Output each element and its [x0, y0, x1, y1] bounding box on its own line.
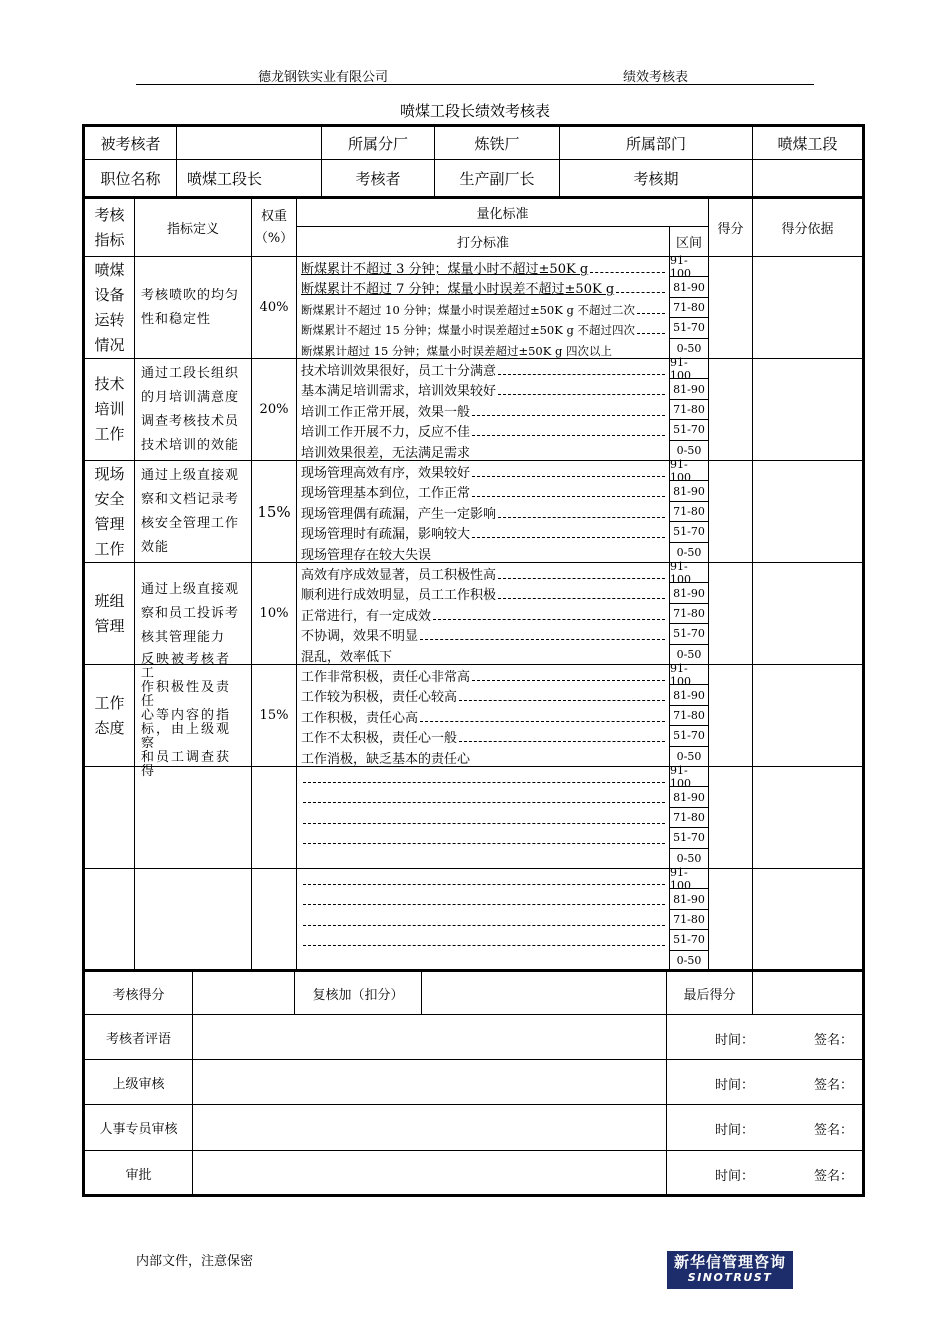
range-cell: 51-70 — [670, 624, 709, 644]
criteria-text: 培训效果很差，无法满足需求 — [301, 445, 471, 461]
basis-field[interactable] — [753, 257, 862, 359]
criteria-row — [297, 869, 669, 889]
indicator-name-line: 现场 — [94, 464, 125, 483]
criteria-row — [297, 645, 669, 665]
range-cell: 71-80 — [670, 706, 709, 726]
criteria-text: 正常进行，有一定成效 — [301, 608, 432, 624]
signature-row-label: 人事专员审核 — [85, 1105, 193, 1150]
col-indicator-line2: 指标 — [94, 230, 125, 249]
col-quant-header: 量化标准 — [297, 199, 709, 227]
criteria-row — [297, 685, 669, 705]
range-cell: 71-80 — [670, 808, 709, 828]
indicator-name-line: 安全 — [94, 489, 125, 508]
indicator-definition-line: 察和文档记录考 — [141, 491, 240, 507]
criteria-blank-line — [459, 694, 665, 701]
signature-row-label: 审批 — [85, 1151, 193, 1196]
criteria-row — [297, 461, 669, 481]
criteria-row — [297, 522, 669, 542]
criteria-row — [297, 624, 669, 644]
indicator-name-cell — [85, 359, 135, 461]
range-cell: 51-70 — [670, 420, 709, 440]
range-cell: 71-80 — [670, 298, 709, 318]
score-field[interactable] — [709, 461, 753, 563]
indicator-weight: 15% — [257, 502, 291, 521]
indicator-name-line: 工作 — [94, 425, 125, 443]
criteria-row — [297, 910, 669, 930]
dept-label: 所属部门 — [560, 127, 753, 160]
time-sign-cell[interactable] — [667, 1151, 862, 1196]
criteria-row — [297, 583, 669, 603]
criteria-column — [297, 665, 670, 767]
criteria-blank-line — [303, 817, 665, 824]
criteria-blank-line — [459, 735, 665, 742]
criteria-row — [297, 706, 669, 726]
range-cell: 0-50 — [670, 543, 709, 563]
range-cell: 81-90 — [670, 277, 709, 297]
indicator-name-line: 态度 — [94, 718, 125, 737]
indicator-weight: 10% — [259, 606, 289, 621]
criteria-blank-line — [303, 919, 665, 926]
col-range-header: 区间 — [670, 227, 709, 257]
criteria-blank-line — [498, 572, 665, 579]
indicator-name-cell — [85, 461, 135, 563]
criteria-text: 现场管理高效有序，效果较好 — [301, 466, 471, 481]
criteria-row — [297, 563, 669, 583]
criteria-blank-line — [472, 409, 665, 416]
criteria-text: 现场管理时有疏漏，影响较大 — [301, 527, 471, 543]
criteria-row — [297, 379, 669, 399]
criteria-row — [297, 726, 669, 746]
assessee-field[interactable] — [177, 127, 322, 160]
indicator-name-line: 管理 — [94, 514, 125, 533]
criteria-row — [297, 889, 669, 909]
criteria-row — [297, 400, 669, 420]
range-cell: 0-50 — [670, 645, 709, 665]
indicator-weight-cell — [252, 665, 297, 767]
criteria-row — [297, 420, 669, 440]
indicator-weight-cell — [252, 257, 297, 359]
time-sign-cell[interactable] — [667, 1060, 862, 1105]
criteria-row — [297, 277, 669, 297]
indicator-weight-cell — [252, 359, 297, 461]
score-field[interactable] — [193, 972, 295, 1015]
indicator-weight-cell — [252, 767, 297, 869]
criteria-blank-line — [498, 368, 665, 375]
range-cell: 51-70 — [670, 522, 709, 542]
comment-field[interactable] — [193, 1105, 667, 1150]
col-indicator-header — [85, 199, 135, 257]
position-field[interactable]: 喷煤工段长 — [177, 160, 322, 197]
criteria-blank-line — [303, 837, 665, 844]
indicator-definition-line: 反映被考核者工 — [141, 651, 232, 681]
col-weight-line2: （%） — [254, 230, 294, 246]
period-label: 考核期 — [560, 160, 753, 197]
criteria-row — [297, 767, 669, 787]
score-field[interactable] — [709, 665, 753, 767]
criteria-text: 工作较为积极，责任心较高 — [301, 690, 458, 706]
criteria-text: 顺利进行成效明显，员工工作积极 — [301, 588, 497, 604]
indicator-weight: 40% — [259, 300, 289, 315]
criteria-row — [297, 849, 669, 869]
col-scoring-header: 打分标准 — [297, 227, 670, 257]
assessor-field[interactable]: 生产副厂长 — [435, 160, 560, 197]
header-company: 德龙钢铁实业有限公司 — [258, 70, 389, 85]
time-sign-cell[interactable] — [667, 1015, 862, 1060]
criteria-blank-line — [303, 796, 665, 803]
criteria-blank-line — [303, 939, 665, 946]
col-score-header: 得分 — [709, 199, 753, 257]
indicator-name-cell — [85, 869, 135, 971]
indicator-definition-line: 作积极性及责任 — [141, 679, 232, 709]
criteria-row — [297, 604, 669, 624]
criteria-text: 高效有序成效显著，员工积极性高 — [301, 568, 497, 583]
criteria-text: 工作积极，责任心高 — [301, 710, 419, 726]
criteria-blank-line — [498, 511, 665, 518]
range-cell: 0-50 — [670, 339, 709, 359]
indicator-definition-line: 标，由上级观察 — [141, 721, 232, 751]
criteria-text: 基本满足培训需求，培训效果较好 — [301, 384, 497, 400]
range-cell: 71-80 — [670, 502, 709, 522]
criteria-blank-line — [303, 878, 665, 885]
range-cell: 81-90 — [670, 787, 709, 807]
criteria-blank-line — [303, 776, 665, 783]
indicator-weight: 20% — [259, 402, 289, 417]
indicator-definition-line: 考核喷吹的均匀 — [141, 287, 240, 303]
indicator-name-cell — [85, 257, 135, 359]
criteria-text: 断煤累计不超过 7 分钟；煤量小时误差不超过±50K g — [301, 282, 615, 298]
range-cell: 0-50 — [670, 441, 709, 461]
score-field[interactable] — [709, 359, 753, 461]
position-label: 职位名称 — [85, 160, 177, 197]
basis-field[interactable] — [753, 767, 862, 869]
comment-field[interactable] — [193, 1151, 667, 1196]
basis-field[interactable] — [753, 665, 862, 767]
range-cell: 91-100 — [670, 767, 709, 787]
indicator-definition-line: 心等内容的指 — [141, 707, 232, 723]
basis-field[interactable] — [753, 563, 862, 665]
score-field[interactable] — [709, 257, 753, 359]
final-label: 最后得分 — [667, 972, 753, 1015]
indicator-definition-line: 通过工段长组织 — [141, 365, 240, 381]
criteria-text: 技术培训效果很好，员工十分满意 — [301, 364, 497, 379]
range-cell: 51-70 — [670, 726, 709, 746]
range-cell: 91-100 — [670, 563, 709, 583]
header-doc-type: 绩效考核表 — [623, 70, 689, 85]
indicator-name-line: 班组 — [94, 591, 125, 610]
indicator-definition-cell — [135, 359, 252, 461]
indicator-definition-cell — [135, 461, 252, 563]
review-label: 复核加（扣分） — [295, 972, 422, 1015]
range-cell: 91-100 — [670, 359, 709, 379]
criteria-text: 断煤累计不超过 10 分钟；煤量小时误差超过±50K g 不超过二次 — [301, 302, 635, 317]
criteria-column — [297, 359, 670, 461]
logo-en-text: SINOTRUST — [687, 1271, 773, 1284]
sign-label: 签名： — [814, 1168, 854, 1184]
criteria-row — [297, 339, 669, 359]
time-label: 时间： — [715, 1123, 755, 1139]
score-field[interactable] — [709, 767, 753, 869]
score-label: 考核得分 — [85, 972, 193, 1015]
range-cell: 51-70 — [670, 828, 709, 848]
criteria-text: 工作非常积极，责任心非常高 — [301, 670, 471, 685]
time-label: 时间： — [715, 1078, 755, 1094]
dept-field[interactable]: 喷煤工段 — [753, 127, 862, 160]
indicator-name-line: 运转 — [94, 310, 125, 329]
range-cell: 71-80 — [670, 604, 709, 624]
criteria-row — [297, 441, 669, 461]
indicator-weight: 15% — [259, 708, 289, 723]
criteria-text: 工作消极，缺乏基本的责任心 — [301, 751, 471, 767]
criteria-row — [297, 359, 669, 379]
indicator-name-line: 情况 — [94, 335, 125, 354]
criteria-row — [297, 930, 669, 950]
indicator-name-line: 工作 — [94, 693, 125, 712]
footer-note: 内部文件，注意保密 — [136, 1254, 254, 1269]
col-indicator-line1: 考核 — [94, 205, 125, 224]
range-cell: 91-100 — [670, 257, 709, 277]
range-cell: 0-50 — [670, 951, 709, 971]
indicator-name-cell — [85, 665, 135, 767]
range-cell: 81-90 — [670, 481, 709, 501]
indicator-name-line: 喷煤 — [94, 260, 125, 279]
final-field[interactable] — [753, 972, 862, 1015]
criteria-row — [297, 787, 669, 807]
indicator-weight-cell — [252, 563, 297, 665]
criteria-column — [297, 563, 670, 665]
basis-field[interactable] — [753, 461, 862, 563]
criteria-text: 断煤累计不超过 15 分钟；煤量小时误差超过±50K g 不超过四次 — [301, 323, 635, 338]
criteria-text: 混乱，效率低下 — [301, 649, 393, 665]
col-weight-line1: 权重 — [260, 208, 287, 224]
criteria-text: 现场管理存在较大失误 — [301, 547, 432, 563]
assessor-label: 考核者 — [322, 160, 435, 197]
indicator-definition-cell — [135, 651, 252, 779]
indicator-definition-line: 核安全管理工作 — [141, 515, 240, 531]
criteria-text: 培训工作开展不力，反应不佳 — [301, 425, 471, 441]
criteria-row — [297, 318, 669, 338]
signature-row-label: 上级审核 — [85, 1060, 193, 1105]
time-label: 时间： — [715, 1168, 755, 1184]
criteria-blank-line — [472, 490, 665, 497]
sinotrust-logo — [667, 1251, 793, 1289]
criteria-blank-line — [420, 715, 665, 722]
sign-label: 签名： — [814, 1033, 854, 1048]
criteria-row — [297, 808, 669, 828]
range-cell: 81-90 — [670, 379, 709, 399]
branch-label: 所属分厂 — [322, 127, 435, 160]
comment-field[interactable] — [193, 1060, 667, 1105]
criteria-blank-line — [303, 898, 665, 905]
review-field[interactable] — [422, 972, 667, 1015]
criteria-row — [297, 543, 669, 563]
criteria-blank-line — [433, 613, 665, 620]
indicator-definition-cell — [135, 563, 252, 665]
header-rule — [136, 84, 814, 85]
indicator-name-line: 设备 — [94, 285, 125, 304]
indicator-definition-cell — [135, 257, 252, 359]
time-label: 时间： — [715, 1033, 755, 1048]
range-cell: 81-90 — [670, 583, 709, 603]
indicator-definition-cell — [135, 767, 252, 869]
score-field[interactable] — [709, 869, 753, 971]
score-field[interactable] — [709, 563, 753, 665]
indicator-name-line: 培训 — [94, 400, 125, 418]
indicator-definition-line: 察和员工投诉考 — [141, 605, 240, 621]
criteria-blank-line — [498, 592, 665, 599]
logo-cn-text: 新华信管理咨询 — [673, 1253, 786, 1271]
range-cell: 91-100 — [670, 869, 709, 889]
indicator-definition-line: 通过上级直接观 — [141, 581, 240, 597]
criteria-column — [297, 767, 670, 869]
range-cell: 81-90 — [670, 889, 709, 909]
criteria-blank-line — [472, 531, 665, 538]
indicator-definition-line: 效能 — [141, 539, 170, 555]
range-cell: 91-100 — [670, 665, 709, 685]
criteria-row — [297, 298, 669, 318]
criteria-blank-line — [420, 633, 665, 640]
criteria-row — [297, 502, 669, 522]
criteria-blank-line — [637, 307, 665, 314]
indicator-name-cell — [85, 767, 135, 869]
criteria-row — [297, 481, 669, 501]
criteria-blank-line — [472, 674, 665, 681]
criteria-column — [297, 257, 670, 359]
criteria-blank-line — [590, 266, 665, 273]
indicator-definition-line: 核其管理能力 — [141, 629, 226, 645]
col-basis-header: 得分依据 — [753, 199, 862, 257]
indicator-definition-line: 调查考核技术员 — [141, 413, 240, 429]
comment-field[interactable] — [193, 1015, 667, 1060]
time-sign-cell[interactable] — [667, 1105, 862, 1150]
range-cell: 51-70 — [670, 930, 709, 950]
criteria-blank-line — [616, 286, 665, 293]
criteria-row — [297, 257, 669, 277]
range-cell: 91-100 — [670, 461, 709, 481]
indicator-definition-line: 技术培训的效能 — [141, 437, 240, 453]
criteria-blank-line — [498, 388, 665, 395]
criteria-row — [297, 951, 669, 971]
criteria-column — [297, 869, 670, 971]
criteria-text: 断煤累计不超过 3 分钟；煤量小时不超过±50K g — [301, 262, 589, 277]
criteria-row — [297, 828, 669, 848]
criteria-text: 工作不太积极，责任心一般 — [301, 731, 458, 747]
criteria-text: 培训工作正常开展，效果一般 — [301, 404, 471, 420]
range-cell: 0-50 — [670, 747, 709, 767]
range-cell: 51-70 — [670, 318, 709, 338]
criteria-blank-line — [637, 327, 665, 334]
indicator-definition-line: 和员工调查获得 — [141, 749, 232, 779]
indicator-name-line: 管理 — [94, 616, 125, 635]
indicator-name-cell — [85, 563, 135, 665]
criteria-row — [297, 747, 669, 767]
range-cell: 81-90 — [670, 685, 709, 705]
indicator-definition-line: 性和稳定性 — [141, 311, 212, 327]
range-cell: 71-80 — [670, 400, 709, 420]
indicator-name-line: 技术 — [94, 375, 125, 393]
criteria-blank-line — [472, 429, 665, 436]
sign-label: 签名： — [814, 1123, 854, 1139]
indicator-weight-cell — [252, 461, 297, 563]
indicator-name-line: 工作 — [94, 539, 125, 558]
criteria-text: 不协调，效果不明显 — [301, 629, 419, 645]
criteria-blank-line — [472, 470, 665, 477]
basis-field[interactable] — [753, 869, 862, 971]
indicator-definition-line: 通过上级直接观 — [141, 467, 240, 483]
branch-field[interactable]: 炼铁厂 — [435, 127, 560, 160]
basis-field[interactable] — [753, 359, 862, 461]
col-definition-header: 指标定义 — [135, 199, 252, 257]
indicator-weight-cell — [252, 869, 297, 971]
indicator-definition-line: 的月培训满意度 — [141, 389, 240, 405]
range-cell: 0-50 — [670, 849, 709, 869]
criteria-text: 现场管理基本到位，工作正常 — [301, 486, 471, 502]
assessee-label: 被考核者 — [85, 127, 177, 160]
assessment-form — [82, 124, 865, 1197]
indicator-definition-cell — [135, 869, 252, 971]
period-field[interactable] — [753, 160, 862, 197]
criteria-text: 断煤累计超过 15 分钟；煤量小时误差超过±50K g 四次以上 — [301, 343, 612, 358]
page-title: 喷煤工段长绩效考核表 — [399, 102, 550, 120]
signature-row-label: 考核者评语 — [85, 1015, 193, 1060]
col-weight-header — [252, 199, 297, 257]
criteria-column — [297, 461, 670, 563]
sign-label: 签名： — [814, 1078, 854, 1094]
criteria-row — [297, 665, 669, 685]
range-cell: 71-80 — [670, 910, 709, 930]
criteria-text: 现场管理偶有疏漏，产生一定影响 — [301, 506, 497, 522]
